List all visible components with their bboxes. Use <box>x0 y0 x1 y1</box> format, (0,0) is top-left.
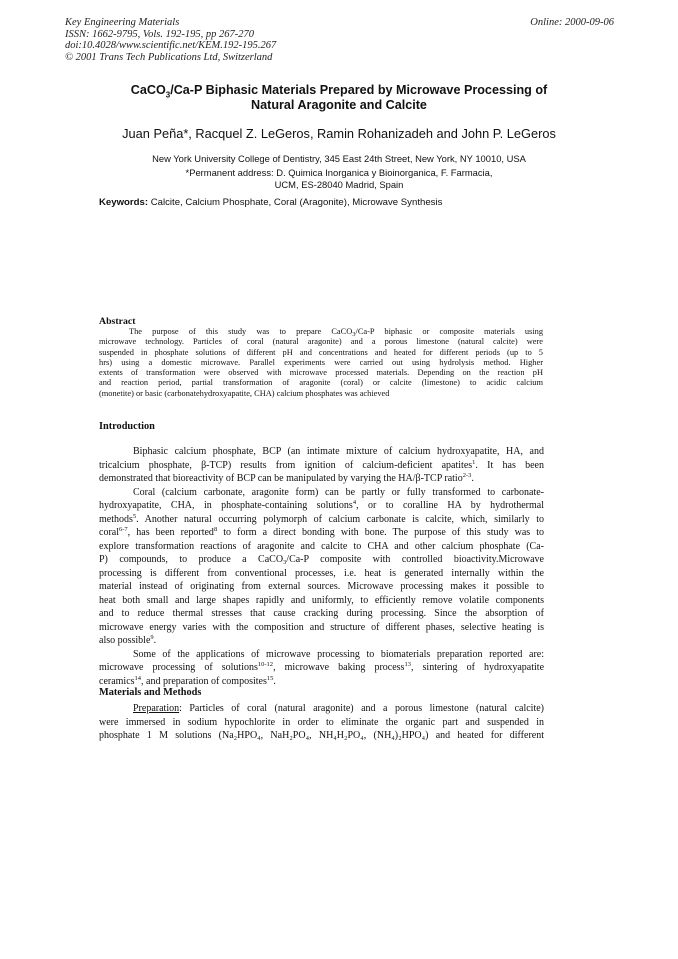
text-run: . Another natural occurring polymorph of calcium carbonate is calcite, which, similarly to <box>136 513 544 525</box>
keywords-label: Keywords: <box>99 197 149 208</box>
citation: 6-7 <box>119 526 128 533</box>
citation: 10-12 <box>257 661 274 668</box>
body-line: processing is different from conventional processes, i.e. heat is generated internally within the <box>99 567 544 579</box>
body-line <box>99 702 544 716</box>
title-line-2: Natural Aragonite and Calcite <box>251 98 427 112</box>
body-line <box>99 499 544 513</box>
text-run: also possible <box>99 635 151 646</box>
citation: 8 <box>213 526 218 533</box>
body-line <box>99 459 544 473</box>
body-line <box>99 513 544 527</box>
methods-heading: Materials and Methods <box>99 687 202 698</box>
body-line <box>99 553 544 567</box>
citation: 9 <box>150 634 154 641</box>
text-run: ceramics <box>99 675 135 687</box>
journal-name: Key Engineering Materials <box>65 17 180 28</box>
affiliation: New York University College of Dentistry, 345 East 24th Street, New York, NY 10010, USA <box>152 153 526 164</box>
title-subscript: 3 <box>165 90 171 100</box>
abstract-line: extents of transformation were observed with microwave processed materials. Depending on the reaction pH <box>99 368 543 378</box>
journal-issn: ISSN: 1662-9795, Vols. 192-195, pp 267-270 <box>65 28 254 40</box>
preparation-label: Preparation <box>133 703 180 714</box>
text-run: demonstrated that bioreactivity of BCP can be manipulated by varying the HA/β-TCP ratio <box>99 473 463 484</box>
subscript: 3 <box>283 559 287 566</box>
body-line: explore transformation reactions of aragonite and calcite to CHA and other calcium phosphate (Ca- <box>99 540 544 552</box>
citation: 14 <box>134 674 142 682</box>
body-line <box>99 675 544 689</box>
subscript: 3 <box>352 331 356 338</box>
body-line <box>99 526 544 540</box>
body-line <box>99 472 544 486</box>
body-line: and to reduce thermal stresses that cause cracking during processing. Since the absorption of <box>99 608 544 619</box>
body-line: Some of the applications of microwave processing to biomaterials preparation reported are: <box>133 648 544 660</box>
text-run: hydroxyapatite, CHA, in phosphate-containing solutions <box>99 500 353 511</box>
text-run: : Particles of coral (natural aragonite) and a porous limestone (natural calcite) <box>179 703 544 714</box>
text-run: , and preparation of composites <box>141 675 267 687</box>
keywords <box>99 197 442 208</box>
text-run: to form a direct bonding with bone. The purpose of this study was to <box>217 527 544 538</box>
text-run: . It has been <box>475 459 544 471</box>
text-run: /Ca-P composite with controlled bioactivity.Microwave <box>286 554 544 565</box>
text-run: coral <box>99 527 119 538</box>
online-date: Online: 2000-09-06 <box>530 17 614 28</box>
text-run: , or to coralline HA by hydrothermal <box>356 500 544 511</box>
text-run: The purpose of this study was to prepare CaCO <box>129 327 353 336</box>
abstract-line: and reaction period, partial transformation of aragonite (coral) or calcite (limestone) to acidic calcium <box>99 378 543 388</box>
abstract-line: hrs) using a domestic microwave. Parallel experiments were carried out using hydrolysis method. Higher <box>99 357 543 367</box>
text-run: , has been reported <box>127 527 214 538</box>
citation: 4 <box>352 499 357 506</box>
body-line: Biphasic calcium phosphate, BCP (an intimate mixture of calcium hydroxyapatite, HA, and <box>133 446 544 457</box>
journal-header <box>65 17 276 63</box>
paper-title <box>60 83 618 113</box>
title-part-2: /Ca-P Biphasic Materials Prepared by Microwave Processing of <box>170 83 548 97</box>
body-line: material instead of originating from external sources. Microwave processing makes it possible to <box>99 581 544 592</box>
permanent-address <box>60 167 618 191</box>
text-run: methods <box>99 513 133 525</box>
title-part-1: CaCO <box>130 83 166 97</box>
body-line: microwave energy varies with the composition and structure of different phases, selective heating is <box>99 621 544 633</box>
permanent-address-line-1: *Permanent address: D. Quimica Inorganica y Bioinorganica, F. Farmacia, <box>185 167 493 178</box>
text-run: . <box>471 473 474 484</box>
journal-copyright: © 2001 Trans Tech Publications Ltd, Switzerland <box>65 51 273 63</box>
methods-text <box>99 702 544 743</box>
citation: 13 <box>404 661 411 668</box>
body-line <box>99 634 544 648</box>
citation: 15 <box>266 674 274 682</box>
body-line: heat both small and large shapes rapidly and uniformly, to efficiently remove volatile components <box>99 594 544 606</box>
permanent-address-line-2: UCM, ES-28040 Madrid, Spain <box>274 179 404 190</box>
journal-doi: doi:10.4028/www.scientific.net/KEM.192-195.267 <box>65 40 277 51</box>
abstract-line: microwave technology. Particles of coral (natural aragonite) and a porous limestone (natural calcite) were <box>99 337 543 347</box>
text-run: P) compounds, to produce a CaCO <box>99 554 284 565</box>
body-line <box>99 661 544 675</box>
citation: 2-3 <box>462 472 472 479</box>
text-run: tricalcium phosphate, β-TCP) results from ignition of calcium-deficient apatites <box>99 459 473 471</box>
text-run: , microwave baking process <box>273 662 405 673</box>
abstract-line: (monetite) or basic (carbonatehydroxyapatite, CHA) calcium phosphates was achieved <box>99 388 390 398</box>
abstract-line: suspended in phosphate solutions of different pH and concentrations and heated for different periods (up to 5 <box>99 347 543 357</box>
text-run: microwave processing of solutions <box>99 662 258 673</box>
keywords-text: Calcite, Calcium Phosphate, Coral (Aragonite), Microwave Synthesis <box>148 197 443 208</box>
body-line: were immersed in sodium hypochlorite in order to eliminate the organic part and suspended in <box>99 716 544 728</box>
introduction-heading: Introduction <box>99 421 155 432</box>
abstract-text <box>99 327 543 399</box>
text-run: . <box>153 635 157 646</box>
abstract-line <box>99 327 543 337</box>
body-line: Coral (calcium carbonate, aragonite form) can be partly or fully transformed to carbonate- <box>133 486 544 498</box>
text-run: , sintering of hydroxyapatite <box>410 662 545 673</box>
author-list: Juan Peña*, Racquel Z. LeGeros, Ramin Rohanizadeh and John P. LeGeros <box>122 126 556 141</box>
introduction-text <box>99 445 544 688</box>
body-line: phosphate 1 M solutions (Na₂HPO₄, NaH₂PO₄, NH₄H₂PO₄, (NH₄)₂HPO₄) and heated for different <box>99 730 544 741</box>
text-run: /Ca-P biphasic or composite materials using <box>355 327 544 336</box>
citation: 1 <box>472 458 476 466</box>
abstract-heading: Abstract <box>99 316 136 327</box>
text-run: . <box>273 675 276 687</box>
citation: 5 <box>132 512 137 520</box>
